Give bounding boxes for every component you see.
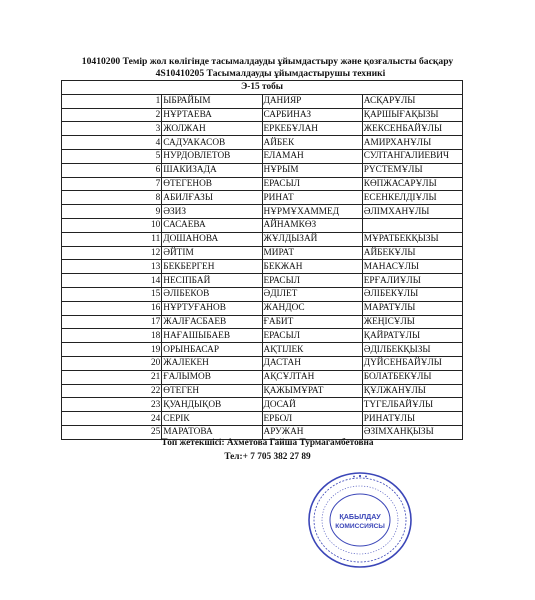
first-name-cell: РИНАТ — [262, 191, 362, 205]
patronymic-cell: ӘЛІМХАНҰЛЫ — [362, 205, 462, 219]
patronymic-cell: МҰРАТБЕКҚЫЗЫ — [362, 232, 462, 246]
first-name-cell: АЙБЕК — [262, 136, 362, 150]
surname-cell: ЫБРАЙЫМ — [162, 94, 262, 108]
patronymic-cell: ТҮГЕЛБАЙҰЛЫ — [362, 398, 462, 412]
row-number: 9 — [62, 205, 162, 219]
table-row — [62, 108, 463, 122]
first-name-cell: ДОСАЙ — [262, 398, 362, 412]
patronymic-cell: ЖЕКСЕНБАЙҰЛЫ — [362, 122, 462, 136]
table-row — [62, 246, 463, 260]
first-name-cell: НҰРЫМ — [262, 163, 362, 177]
row-number: 12 — [62, 246, 162, 260]
patronymic-cell: АСҚАРҰЛЫ — [362, 94, 462, 108]
patronymic-cell: ЕРҒАЛИҰЛЫ — [362, 274, 462, 288]
surname-cell: ӨТЕГЕН — [162, 384, 262, 398]
first-name-cell: ЕРБОЛ — [262, 412, 362, 426]
surname-cell: НҰРТАЕВА — [162, 108, 262, 122]
table-row — [62, 343, 463, 357]
table-row — [62, 205, 463, 219]
row-number: 15 — [62, 287, 162, 301]
first-name-cell: ДАНИЯР — [262, 94, 362, 108]
row-number: 11 — [62, 232, 162, 246]
curator-line: Топ жетекшісі: Ахметова Гайша Турмагамбетовна — [161, 438, 374, 448]
surname-cell: МАРАТОВА — [162, 425, 262, 439]
row-number: 10 — [62, 218, 162, 232]
row-number: 2 — [62, 108, 162, 122]
first-name-cell: ЕРКЕБҰЛАН — [262, 122, 362, 136]
table-row — [62, 177, 463, 191]
first-name-cell: ДАСТАН — [262, 356, 362, 370]
stamp-text-2: КОМИССИЯСЫ — [335, 523, 385, 530]
table-row — [62, 94, 463, 108]
row-number: 17 — [62, 315, 162, 329]
phone-line: Тел:+ 7 705 382 27 89 — [224, 452, 311, 462]
table-row — [62, 218, 463, 232]
first-name-cell: АҚТІЛЕК — [262, 343, 362, 357]
surname-cell: ӘЛІБЕКОВ — [162, 287, 262, 301]
row-number: 14 — [62, 274, 162, 288]
row-number: 25 — [62, 425, 162, 439]
first-name-cell: ЕЛАМАН — [262, 149, 362, 163]
patronymic-cell — [362, 218, 462, 232]
patronymic-cell: ҚАРШЫҒАҚЫЗЫ — [362, 108, 462, 122]
stamp-text-1: ҚАБЫЛДАУ — [339, 512, 381, 521]
patronymic-cell: ӘЛІБЕКҰЛЫ — [362, 287, 462, 301]
first-name-cell: БЕКЖАН — [262, 260, 362, 274]
surname-cell: НЕСІПБАЙ — [162, 274, 262, 288]
table-row — [62, 274, 463, 288]
first-name-cell: ЕРАСЫЛ — [262, 329, 362, 343]
table-row — [62, 315, 463, 329]
group-name: Э-15 тобы — [62, 81, 463, 95]
row-number: 16 — [62, 301, 162, 315]
surname-cell: СЕРІК — [162, 412, 262, 426]
table-row — [62, 329, 463, 343]
table-row — [62, 370, 463, 384]
patronymic-cell: ҚҰЛЖАНҰЛЫ — [362, 384, 462, 398]
surname-cell: САДУАКАСОВ — [162, 136, 262, 150]
row-number: 7 — [62, 177, 162, 191]
admission-committee-stamp — [306, 470, 414, 570]
qualification-title: 4S10410205 Тасымалдауды ұйымдастырушы техникі — [155, 68, 386, 79]
surname-cell: ЖОЛЖАН — [162, 122, 262, 136]
surname-cell: ЖАЛЕКЕН — [162, 356, 262, 370]
table-row — [62, 122, 463, 136]
surname-cell: ҒАЛЫМОВ — [162, 370, 262, 384]
row-number: 6 — [62, 163, 162, 177]
table-row — [62, 287, 463, 301]
patronymic-cell: РИНАТҰЛЫ — [362, 412, 462, 426]
table-row — [62, 232, 463, 246]
patronymic-cell: СУЛТАНГАЛИЕВИЧ — [362, 149, 462, 163]
surname-cell: НАҒАШЫБАЕВ — [162, 329, 262, 343]
table-row — [62, 398, 463, 412]
first-name-cell: АРУЖАН — [262, 425, 362, 439]
specialty-title: 10410200 Темір жол көлігінде тасымалдауды ұйымдастыру және қозғалысты басқару — [81, 56, 454, 67]
row-number: 18 — [62, 329, 162, 343]
first-name-cell: МИРАТ — [262, 246, 362, 260]
row-number: 21 — [62, 370, 162, 384]
table-row — [62, 136, 463, 150]
surname-cell: ӘЙТІМ — [162, 246, 262, 260]
surname-cell: БЕКБЕРГЕН — [162, 260, 262, 274]
patronymic-cell: КӨПЖАСАРҰЛЫ — [362, 177, 462, 191]
table-row — [62, 412, 463, 426]
patronymic-cell: ӘДІЛБЕКҚЫЗЫ — [362, 343, 462, 357]
patronymic-cell: РҮСТЕМҰЛЫ — [362, 163, 462, 177]
row-number: 4 — [62, 136, 162, 150]
row-number: 23 — [62, 398, 162, 412]
surname-cell: АБИЛҒАЗЫ — [162, 191, 262, 205]
surname-cell: ӨТЕГЕНОВ — [162, 177, 262, 191]
surname-cell: ДОШАНОВА — [162, 232, 262, 246]
table-row — [62, 301, 463, 315]
surname-cell: НҰРТУҒАНОВ — [162, 301, 262, 315]
surname-cell: ҚУАНДЫҚОВ — [162, 398, 262, 412]
table-row — [62, 384, 463, 398]
table-row — [62, 191, 463, 205]
patronymic-cell: ЕСЕНКЕЛДІҰЛЫ — [362, 191, 462, 205]
row-number: 8 — [62, 191, 162, 205]
row-number: 20 — [62, 356, 162, 370]
first-name-cell: НҰРМҰХАММЕД — [262, 205, 362, 219]
table-row — [62, 260, 463, 274]
first-name-cell: САРБИНАЗ — [262, 108, 362, 122]
first-name-cell: ӘДІЛЕТ — [262, 287, 362, 301]
first-name-cell: АҚСҰЛТАН — [262, 370, 362, 384]
document-header — [0, 56, 535, 80]
first-name-cell: ЕРАСЫЛ — [262, 177, 362, 191]
table-row — [62, 163, 463, 177]
row-number: 3 — [62, 122, 162, 136]
patronymic-cell: ЖЕҢІСҰЛЫ — [362, 315, 462, 329]
patronymic-cell: АЙБЕКҰЛЫ — [362, 246, 462, 260]
row-number: 22 — [62, 384, 162, 398]
document-footer — [0, 436, 535, 464]
patronymic-cell: ДҮЙСЕНБАЙҰЛЫ — [362, 356, 462, 370]
patronymic-cell: МАНАСҰЛЫ — [362, 260, 462, 274]
row-number: 24 — [62, 412, 162, 426]
table-row — [62, 356, 463, 370]
first-name-cell: АЙНАМКӨЗ — [262, 218, 362, 232]
patronymic-cell: АМИРХАНҰЛЫ — [362, 136, 462, 150]
surname-cell: ОРЫНБАСАР — [162, 343, 262, 357]
row-number: 1 — [62, 94, 162, 108]
student-list-table — [61, 80, 463, 440]
patronymic-cell: ӘЗІМХАНҚЫЗЫ — [362, 425, 462, 439]
patronymic-cell: МАРАТҰЛЫ — [362, 301, 462, 315]
first-name-cell: ҚАЖЫМҰРАТ — [262, 384, 362, 398]
surname-cell: НУРДОВЛЕТОВ — [162, 149, 262, 163]
first-name-cell: ЕРАСЫЛ — [262, 274, 362, 288]
row-number: 13 — [62, 260, 162, 274]
first-name-cell: ЖҰЛДЫЗАЙ — [262, 232, 362, 246]
row-number: 19 — [62, 343, 162, 357]
patronymic-cell: ҚАЙРАТҰЛЫ — [362, 329, 462, 343]
first-name-cell: ЖАНДОС — [262, 301, 362, 315]
patronymic-cell: БОЛАТБЕКҰЛЫ — [362, 370, 462, 384]
group-header-row — [62, 81, 463, 95]
first-name-cell: ҒАБИТ — [262, 315, 362, 329]
row-number: 5 — [62, 149, 162, 163]
table-row — [62, 149, 463, 163]
surname-cell: САСАЕВА — [162, 218, 262, 232]
surname-cell: ЖАЛҒАСБАЕВ — [162, 315, 262, 329]
surname-cell: ӘЗИЗ — [162, 205, 262, 219]
surname-cell: ШАКИЗАДА — [162, 163, 262, 177]
